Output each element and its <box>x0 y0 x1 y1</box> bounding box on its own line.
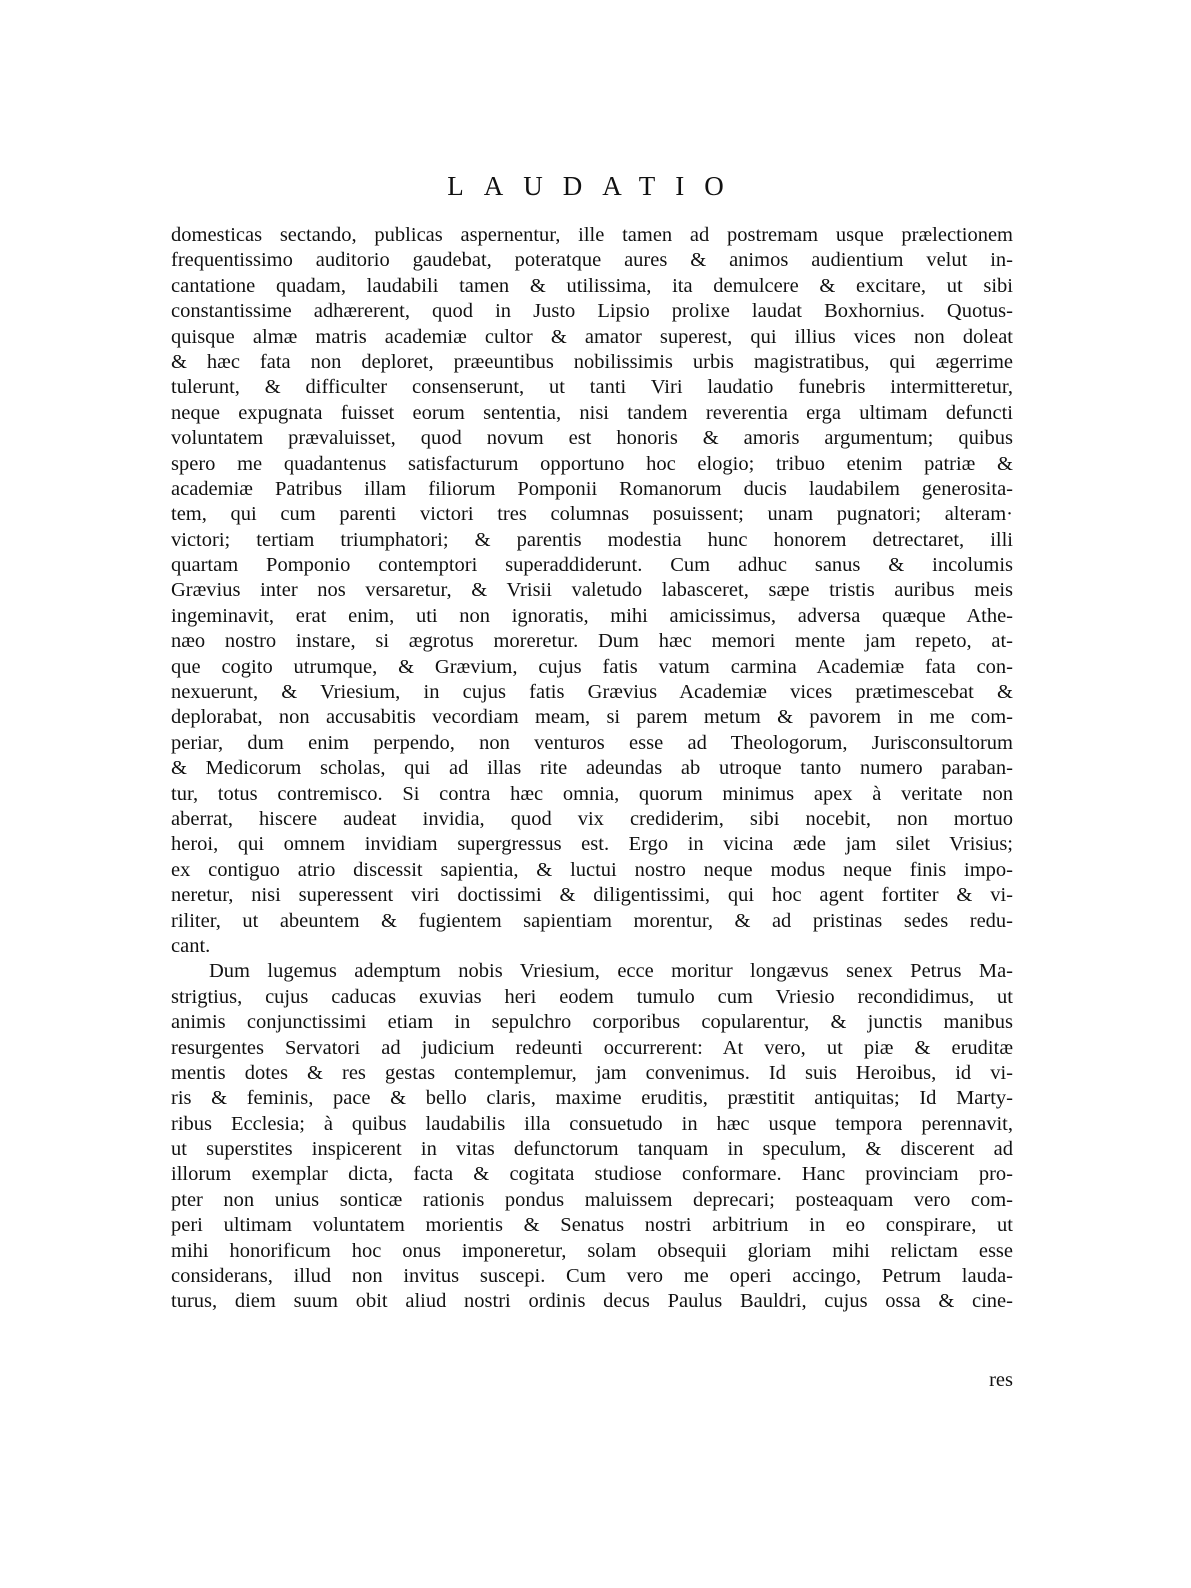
text-line: domesticas sectando, publicas aspernentur, ille tamen ad postremam usque prælectionem <box>171 224 1013 246</box>
text-line: illorum exemplar dicta, facta & cogitata studiose conformare. Hanc provinciam pro- <box>171 1163 1013 1186</box>
text-line: mentis dotes & res gestas contemplemur, jam convenimus. Id suis Heroibus, id vi- <box>171 1061 1013 1084</box>
text-line: cant. <box>171 934 211 957</box>
text-line: riliter, ut abeuntem & fugientem sapientiam morentur, & ad pristinas sedes redu- <box>171 909 1013 932</box>
text-line: heroi, qui omnem invidiam supergressus est. Ergo in vicina æde jam silet Vrisius; <box>171 833 1013 856</box>
text-line: Dum lugemus ademptum nobis Vriesium, ecce moritur longævus senex Petrus Ma- <box>209 960 1013 983</box>
text-line: aberrat, hiscere audeat invidia, quod vix crediderim, sibi nocebit, non mortuo <box>171 807 1013 830</box>
text-line: & hæc fata non deploret, præeuntibus nobilissimis urbis magistratibus, qui ægerrime <box>171 350 1013 373</box>
text-line: spero me quadantenus satisfacturum opportuno hoc elogio; tribuo etenim patriæ & <box>171 452 1013 475</box>
text-line: que cogito utrumque, & Grævium, cujus fatis vatum carmina Academiæ fata con- <box>171 655 1013 678</box>
text-line: quisque almæ matris academiæ cultor & amator superest, qui illius vices non doleat <box>171 325 1013 348</box>
text-line: ingeminavit, erat enim, uti non ignoratis, mihi amicissimus, adversa quæque Athe- <box>171 604 1013 627</box>
text-line: ris & feminis, pace & bello claris, maxime eruditis, præstitit antiquitas; Id Marty- <box>171 1087 1013 1110</box>
text-line: tem, qui cum parenti victori tres columnas posuissent; unam pugnatori; alteram· <box>171 503 1013 526</box>
text-line: periar, dum enim perpendo, non venturos esse ad Theologorum, Jurisconsultorum <box>171 731 1013 754</box>
running-head: LAUDATIO <box>447 171 744 201</box>
text-line: victori; tertiam triumphatori; & parentis modestia hunc honorem detrectaret, illi <box>171 528 1013 551</box>
text-line: & Medicorum scholas, qui ad illas rite adeundas ab utroque tanto numero paraban- <box>171 757 1013 780</box>
text-line: tur, totus contremisco. Si contra hæc omnia, quorum minimus apex à veritate non <box>171 782 1013 805</box>
text-line: nexuerunt, & Vriesium, in cujus fatis Grævius Academiæ vices prætimescebat & <box>171 681 1013 704</box>
text-line: resurgentes Servatori ad judicium redeunti occurrerent: At vero, ut piæ & eruditæ <box>171 1036 1013 1059</box>
text-line: ex contiguo atrio discessit sapientia, & luctui nostro neque modus neque finis impo- <box>171 858 1013 881</box>
text-line: Grævius inter nos versaretur, & Vrisii valetudo labasceret, sæpe tristis auribus meis <box>171 579 1013 602</box>
text-line: ut superstites inspicerent in vitas defunctorum tanquam in speculum, & discerent ad <box>171 1138 1013 1161</box>
text-line: frequentissimo auditorio gaudebat, poteratque aures & animos audientium velut in- <box>171 249 1013 272</box>
text-line: ribus Ecclesia; à quibus laudabilis illa consuetudo in hæc usque tempora perennavit, <box>171 1112 1013 1135</box>
text-line: pter non unius sonticæ rationis pondus maluissem deprecari; posteaquam vero com- <box>171 1188 1013 1211</box>
text-line: cantatione quadam, laudabili tamen & utilissima, ita demulcere & excitare, ut sibi <box>171 274 1013 297</box>
catchword: res <box>989 1369 1013 1391</box>
text-line: deplorabat, non accusabitis vecordiam meam, si parem metum & pavorem in me com- <box>171 706 1013 729</box>
text-line: næo nostro instare, si ægrotus moreretur. Dum hæc memori mente jam repeto, at- <box>171 630 1013 653</box>
body-text <box>171 223 1013 1315</box>
text-line: peri ultimam voluntatem morientis & Senatus nostri arbitrium in eo conspirare, ut <box>171 1214 1013 1237</box>
text-line: neretur, nisi superessent viri doctissimi & diligentissimi, qui hoc agent fortiter & vi- <box>171 884 1013 907</box>
text-line: considerans, illud non invitus suscepi. Cum vero me operi accingo, Petrum lauda- <box>171 1265 1013 1288</box>
text-line: strigtius, cujus caducas exuvias heri eodem tumulo cum Vriesio recondidimus, ut <box>171 985 1013 1008</box>
text-line: tulerunt, & difficulter consenserunt, ut tanti Viri laudatio funebris intermitteretur, <box>171 376 1013 399</box>
text-line: mihi honorificum hoc onus imponeretur, solam obsequii gloriam mihi relictam esse <box>171 1239 1013 1262</box>
text-line: animis conjunctissimi etiam in sepulchro corporibus copularentur, & junctis manibus <box>171 1011 1013 1034</box>
text-line: quartam Pomponio contemptori superaddiderunt. Cum adhuc sanus & incolumis <box>171 554 1013 577</box>
text-line: turus, diem suum obit aliud nostri ordinis decus Paulus Bauldri, cujus ossa & cine- <box>171 1290 1013 1313</box>
text-line: voluntatem prævaluisset, quod novum est honoris & amoris argumentum; quibus <box>171 427 1013 450</box>
text-line: academiæ Patribus illam filiorum Pomponii Romanorum ducis laudabilem generosita- <box>171 477 1013 500</box>
text-line: constantissime adhærerent, quod in Justo Lipsio prolixe laudat Boxhornius. Quotus- <box>171 300 1013 323</box>
text-line: neque expugnata fuisset eorum sententia, nisi tandem reverentia erga ultimam defuncti <box>171 401 1013 424</box>
